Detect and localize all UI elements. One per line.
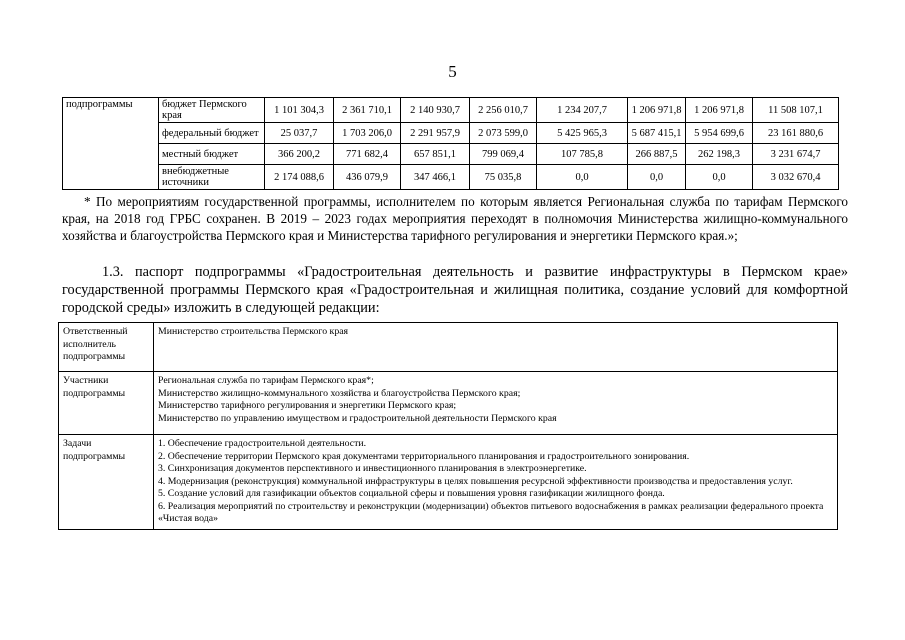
- table-cell: 2 140 930,7: [401, 98, 470, 123]
- content-line: 5. Создание условий для газификации объектов социальной сферы и повышения уровня газификации жилищного фонда.: [158, 488, 665, 499]
- table-cell: 2 174 088,6: [265, 165, 334, 190]
- table-row: [63, 98, 839, 123]
- table-row: [59, 323, 838, 372]
- table-cell: 2 073 599,0: [470, 123, 537, 144]
- table-cell: 1 101 304,3: [265, 98, 334, 123]
- table-cell: 23 161 880,6: [753, 123, 839, 144]
- table-cell: 1 234 207,7: [537, 98, 628, 123]
- table-cell: 347 466,1: [401, 165, 470, 190]
- content-line: 6. Реализация мероприятий по строительству и реконструкции (модернизации) объектов питьевого водоснабжения в рамках реализации федерального проекта «Чистая вода»: [158, 500, 824, 524]
- table-cell: 3 032 670,4: [753, 165, 839, 190]
- table-cell: 107 785,8: [537, 144, 628, 165]
- table-cell: 2 256 010,7: [470, 98, 537, 123]
- table-cell: 799 069,4: [470, 144, 537, 165]
- table-cell: 0,0: [686, 165, 753, 190]
- passport-table: [58, 322, 838, 530]
- table-cell: внебюджетные источники: [159, 165, 265, 190]
- table-cell: 266 887,5: [628, 144, 686, 165]
- footnote: * По мероприятиям государственной программы, исполнителем по которым является Региональная служба по тарифам Пермского края, на 2018 год ГРБС сохранен. В 2019 – 2023 годах мероприятия переходят в полномочия Министерства жилищно-коммунального хозяйства и благоустройства Пермского края и Министерства тарифного регулирования и энергетики Пермского края.»;: [62, 194, 848, 243]
- row-content: [154, 323, 838, 372]
- table-cell: 771 682,4: [334, 144, 401, 165]
- table-cell: 25 037,7: [265, 123, 334, 144]
- table-cell: 0,0: [628, 165, 686, 190]
- table-row: [63, 144, 839, 165]
- table-cell: 3 231 674,7: [753, 144, 839, 165]
- table-cell: 5 425 965,3: [537, 123, 628, 144]
- table-cell: подпрограммы: [63, 98, 159, 190]
- table-cell: 2 291 957,9: [401, 123, 470, 144]
- content-line: Министерство по управлению имуществом и градостроительной деятельности Пермского края: [158, 412, 557, 424]
- table-cell: 1 703 206,0: [334, 123, 401, 144]
- row-header: Ответственный исполнитель подпрограммы: [59, 323, 154, 372]
- table-cell: 5 687 415,1: [628, 123, 686, 144]
- table-cell: 2 361 710,1: [334, 98, 401, 123]
- table-cell: 436 079,9: [334, 165, 401, 190]
- table-cell: 1 206 971,8: [686, 98, 753, 123]
- table-cell: 366 200,2: [265, 144, 334, 165]
- content-line: 1. Обеспечение градостроительной деятельности.: [158, 438, 367, 449]
- content-line: 4. Модернизация (реконструкция) коммунальной инфраструктуры в целях повышения ресурсной эффективности производства и предоставления услуг.: [158, 475, 793, 487]
- table-cell: 262 198,3: [686, 144, 753, 165]
- row-content: [154, 435, 838, 530]
- row-header: Участники подпрограммы: [59, 372, 154, 435]
- content-line: Министерство жилищно-коммунального хозяйства и благоустройства Пермского края;: [158, 387, 521, 399]
- table-row: [59, 372, 838, 435]
- table-row: [63, 165, 839, 190]
- row-header: Задачи подпрограммы: [59, 435, 154, 530]
- content-line: Министерство тарифного регулирования и энергетики Пермского края;: [158, 400, 457, 411]
- table-cell: 1 206 971,8: [628, 98, 686, 123]
- content-line: 3. Синхронизация документов перспективного и инвестиционного планирования в электроэнергетике.: [158, 463, 587, 474]
- finance-table: [62, 97, 839, 190]
- content-line: Региональная служба по тарифам Пермского края*;: [158, 375, 374, 386]
- content-line: 2. Обеспечение территории Пермского края документами территориального планирования и градостроительного зонирования.: [158, 450, 690, 462]
- table-cell: местный бюджет: [159, 144, 265, 165]
- paragraph: 1.3. паспорт подпрограммы «Градостроительная деятельность и развитие инфраструктуры в Пермском крае» государственной программы Пермского края «Градостроительная и жилищная политика, создание условий для комфортной городской среды» изложить в следующей редакции:: [62, 264, 848, 316]
- table-cell: бюджет Пермского края: [159, 98, 265, 123]
- table-cell: 11 508 107,1: [753, 98, 839, 123]
- table-row: [63, 123, 839, 144]
- row-content: [154, 372, 838, 435]
- page-number: 5: [448, 62, 457, 81]
- table-cell: 657 851,1: [401, 144, 470, 165]
- table-cell: 0,0: [537, 165, 628, 190]
- table-cell: федеральный бюджет: [159, 123, 265, 144]
- content-line: Министерство строительства Пермского края: [158, 326, 349, 337]
- table-cell: 5 954 699,6: [686, 123, 753, 144]
- table-row: [59, 435, 838, 530]
- table-cell: 75 035,8: [470, 165, 537, 190]
